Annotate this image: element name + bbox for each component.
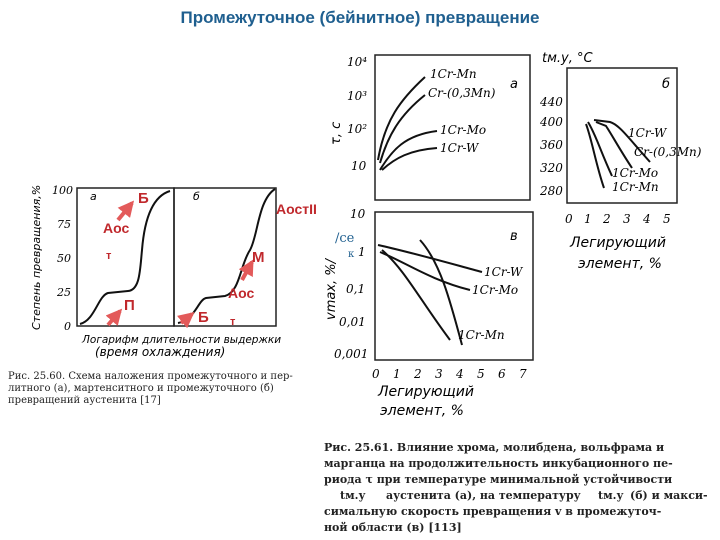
svg-text:0,001: 0,001 [334,347,369,361]
svg-text:1Cr-W: 1Cr-W [628,126,667,140]
fig60-panel-b: б [193,190,200,203]
svg-text:(б) и макси-: (б) и макси- [630,489,708,502]
fig61-caption [324,441,708,534]
svg-text:tм.у: tм.у [598,489,624,502]
label-martensite: М [252,249,265,266]
fig61-panel-a [329,55,530,200]
svg-text:элемент, %: элемент, % [578,256,662,272]
svg-text:литного (а), мартенситного и п: литного (а), мартенситного и промежуточного (б) [8,383,274,394]
svg-text:5: 5 [663,212,671,226]
svg-text:0: 0 [565,212,573,226]
svg-text:Рис. 25.61. Влияние хрома, мол: Рис. 25.61. Влияние хрома, молибдена, вольфрама и [324,441,665,454]
fig61a-ytick: 10³ [347,89,368,103]
svg-text:превращений аустенита [17]: превращений аустенита [17] [8,395,161,406]
label-aost-a-sub: т [106,250,112,262]
svg-text:в: в [510,229,518,244]
label-aost-a: Аос [103,220,130,236]
svg-text:2: 2 [414,367,422,381]
svg-text:аустенита (а), на температуру: аустенита (а), на температуру [386,489,581,502]
page-title: Промежуточное (бейнитное) превращение [180,8,540,27]
svg-text:Легирующий: Легирующий [378,384,474,400]
fig60-ytick: 75 [57,218,71,231]
fig60-ytick: 0 [64,320,71,333]
svg-text:риода τ при температуре минима: риода τ при температуре минимальной устойчивости [324,473,673,486]
fig61-panel-v [324,207,533,419]
svg-text:0,01: 0,01 [339,315,366,329]
fig60-ytick: 25 [57,286,71,299]
svg-text:/се: /се [335,231,355,246]
svg-text:элемент, %: элемент, % [380,403,464,419]
svg-text:7: 7 [519,367,527,381]
fig61a-ylabel: τ, с [329,121,344,145]
svg-text:0,1: 0,1 [346,282,366,296]
fig61a-ytick: 10 [351,159,367,173]
svg-text:1: 1 [393,367,401,381]
svg-text:Легирующий: Легирующий [570,235,666,251]
fig60-panel-a: а [90,190,97,203]
label-aost-b: Аос [228,285,255,301]
svg-text:1Cr-Mn: 1Cr-Mn [612,180,659,194]
svg-text:440: 440 [540,95,563,109]
label-bainite-b: Б [198,309,209,326]
svg-text:2: 2 [603,212,611,226]
svg-text:Рис. 25.60. Схема наложения пр: Рис. 25.60. Схема наложения промежуточного и пер- [8,371,293,382]
svg-text:1Cr-W: 1Cr-W [484,265,523,279]
fig60-ylabel: Степень превращения,% [30,184,43,330]
fig61b-ylabel: tм.у, °С [542,51,593,66]
svg-text:1Cr-Mn: 1Cr-Mn [430,67,477,81]
svg-text:6: 6 [498,367,506,381]
svg-text:Cr-(0,3Mn): Cr-(0,3Mn) [634,145,702,159]
svg-text:10: 10 [350,207,366,221]
fig60-chart [30,184,317,359]
svg-text:tм.у: tм.у [340,489,366,502]
fig61a-ytick: 10⁴ [347,55,368,69]
svg-text:1Cr-Mo: 1Cr-Mo [472,283,519,297]
svg-text:280: 280 [540,184,563,198]
svg-text:4: 4 [643,212,651,226]
fig60-ytick: 50 [57,252,71,265]
svg-text:1Cr-Mo: 1Cr-Mo [440,123,487,137]
svg-text:0: 0 [372,367,380,381]
svg-text:3: 3 [435,367,443,381]
fig61v-ylabel: vmax, %/ [324,258,339,320]
svg-text:марганца на продолжительность: марганца на продолжительность инкубационного пе- [324,457,673,470]
svg-text:симальную скорость превращения: симальную скорость превращения v в промежуточ- [324,505,662,518]
svg-text:3: 3 [623,212,631,226]
svg-text:1Cr-Mo: 1Cr-Mo [612,166,659,180]
label-bainite-a: Б [138,190,149,207]
svg-text:б: б [662,77,671,92]
label-aost-ii: АостII [276,201,317,217]
svg-text:Cr-(0,3Mn): Cr-(0,3Mn) [428,86,496,100]
fig60-ytick: 100 [52,184,73,197]
svg-text:320: 320 [540,161,563,175]
svg-text:400: 400 [540,115,563,129]
label-aost-b-sub: т [230,316,236,328]
svg-text:1Cr-W: 1Cr-W [440,141,479,155]
svg-text:к: к [348,249,355,260]
svg-text:5: 5 [477,367,485,381]
svg-text:1: 1 [584,212,592,226]
svg-text:а: а [510,77,518,92]
label-pearlite: П [124,297,135,314]
fig61-panel-b [539,51,702,272]
svg-text:ной области (в) [113]: ной области (в) [113] [324,521,462,534]
fig60-xlabel: Логарифм длительности выдержки [82,334,282,346]
fig60-caption [8,371,293,406]
svg-text:360: 360 [540,138,563,152]
fig61a-ytick: 10² [347,122,368,136]
svg-text:4: 4 [456,367,464,381]
fig60-xnote: (время охлаждения) [95,345,226,359]
svg-text:1: 1 [358,245,366,259]
svg-text:1Cr-Mn: 1Cr-Mn [458,328,505,342]
